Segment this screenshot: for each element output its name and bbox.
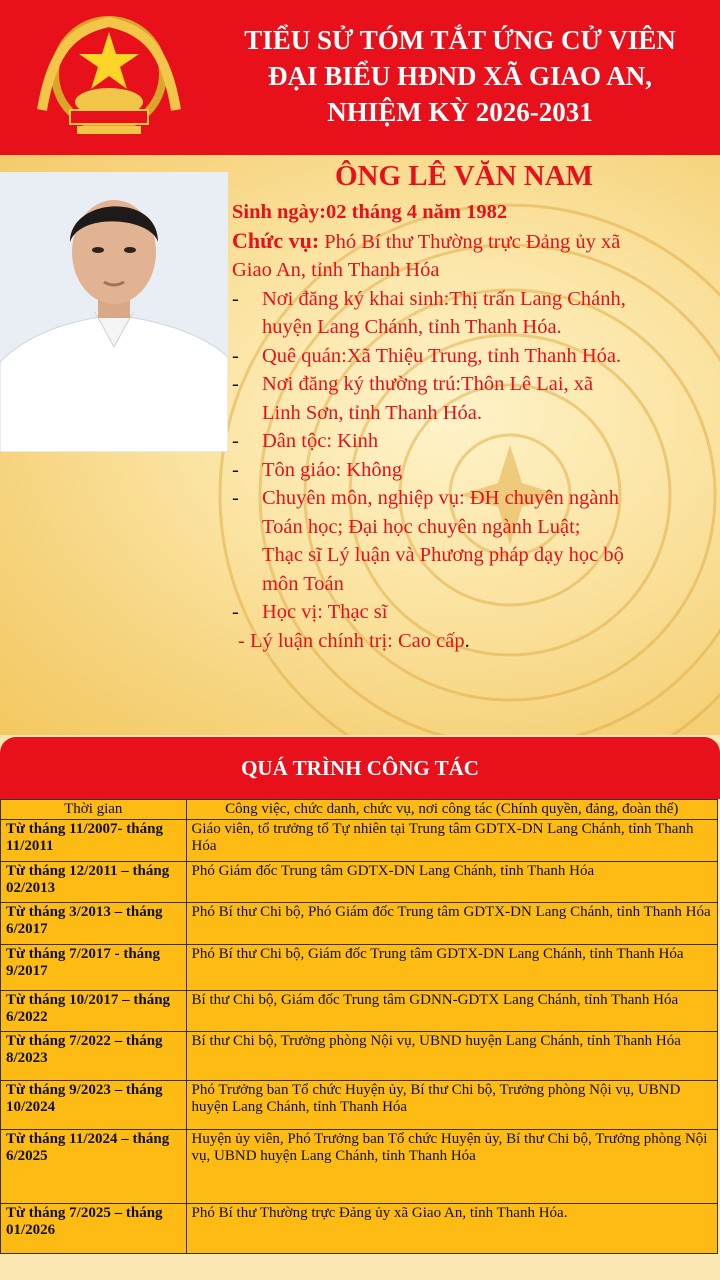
table-row <box>1 903 718 945</box>
candidate-name: ÔNG LÊ VĂN NAM <box>335 160 594 192</box>
cell-time: Từ tháng 11/2024 – tháng 6/2025 <box>1 1130 187 1204</box>
table-row <box>1 1032 718 1081</box>
cell-role: Bí thư Chi bộ, Trưởng phòng Nội vụ, UBND huyện Lang Chánh, tỉnh Thanh Hóa <box>186 1032 717 1081</box>
cell-role: Huyện ủy viên, Phó Trưởng ban Tổ chức Huyện ủy, Bí thư Chi bộ, Trưởng phòng Nội vụ, UBND huyện Lang Chánh, tỉnh Thanh Hóa <box>186 1130 717 1204</box>
bio-item-birthplace: - Nơi đăng ký khai sinh:Thị trấn Lang Chánh, <box>232 287 626 310</box>
bio-item-residence: - Nơi đăng ký thường trú:Thôn Lê Lai, xã <box>232 373 594 395</box>
work-history-table <box>0 799 718 1254</box>
position <box>232 227 720 257</box>
cell-role: Phó Giám đốc Trung tâm GDTX-DN Lang Chánh, tỉnh Thanh Hóa <box>186 862 717 903</box>
work-history-title: QUÁ TRÌNH CÔNG TÁC <box>0 737 720 799</box>
work-history-table-wrap <box>0 799 720 1254</box>
portrait-icon <box>0 172 228 452</box>
bio-item-degree: - Học vị: Thạc sĩ <box>232 601 388 623</box>
bio-details <box>232 198 720 655</box>
cell-time: Từ tháng 10/2017 – tháng 6/2022 <box>1 991 187 1032</box>
bio-item-birthplace-cont: huyện Lang Chánh, tỉnh Thanh Hóa. <box>262 316 562 338</box>
table-row <box>1 862 718 903</box>
bio-item-expertise-cont-2: Thạc sĩ Lý luận và Phương pháp dạy học bộ <box>262 544 624 566</box>
bio-section <box>0 155 720 735</box>
bio-item-residence-cont: Linh Sơn, tỉnh Thanh Hóa. <box>262 401 483 424</box>
bio-item-expertise: - Chuyên môn, nghiệp vụ: ĐH chuyên ngành <box>232 487 619 509</box>
column-header-role: Công việc, chức danh, chức vụ, nơi công tác (Chính quyền, đảng, đoàn thể) <box>186 800 717 820</box>
cell-time: Từ tháng 11/2007- tháng 11/2011 <box>1 820 187 862</box>
table-row <box>1 1204 718 1254</box>
column-header-time: Thời gian <box>1 800 187 820</box>
bio-item-hometown: - Quê quán:Xã Thiệu Trung, tỉnh Thanh Hóa. <box>232 344 622 367</box>
cell-time: Từ tháng 7/2025 – tháng 01/2026 <box>1 1204 187 1254</box>
candidate-photo <box>0 172 228 452</box>
cell-time: Từ tháng 7/2017 - tháng 9/2017 <box>1 945 187 991</box>
cell-role: Phó Trưởng ban Tổ chức Huyện ủy, Bí thư Chi bộ, Trưởng phòng Nội vụ, UBND huyện Lang Chánh, tỉnh Thanh Hóa <box>186 1081 717 1130</box>
cell-time: Từ tháng 9/2023 – tháng 10/2024 <box>1 1081 187 1130</box>
table-row <box>1 991 718 1032</box>
position-label: Chức vụ: <box>232 227 320 253</box>
bio-item-expertise-cont-1: Toán học; Đại học chuyên ngành Luật; <box>262 515 581 538</box>
bio-item-political-theory: - Lý luận chính trị: Cao cấp. <box>238 629 470 652</box>
table-row <box>1 1081 718 1130</box>
cell-time: Từ tháng 3/2013 – tháng 6/2017 <box>1 903 187 945</box>
position-value: Phó Bí thư Thường trực Đảng ủy xã <box>319 230 621 253</box>
cell-time: Từ tháng 7/2022 – tháng 8/2023 <box>1 1032 187 1081</box>
table-row <box>1 820 718 862</box>
bio-item-expertise-cont-3: môn Toán <box>262 572 344 595</box>
position-value-cont: Giao An, tỉnh Thanh Hóa <box>232 259 440 281</box>
national-emblem-icon <box>22 10 197 145</box>
cell-role: Phó Bí thư Chi bộ, Phó Giám đốc Trung tâm GDTX-DN Lang Chánh, tỉnh Thanh Hóa <box>186 903 717 945</box>
title-line-1: TIỂU SỬ TÓM TẮT ỨNG CỬ VIÊN <box>244 25 676 55</box>
cell-role: Phó Bí thư Chi bộ, Giám đốc Trung tâm GDTX-DN Lang Chánh, tỉnh Thanh Hóa <box>186 945 717 991</box>
bio-item-religion: - Tôn giáo: Không <box>232 458 403 481</box>
cell-role: Bí thư Chi bộ, Giám đốc Trung tâm GDNN-GDTX Lang Chánh, tỉnh Thanh Hóa <box>186 991 717 1032</box>
table-row <box>1 1130 718 1204</box>
date-of-birth: Sinh ngày:02 tháng 4 năm 1982 <box>232 201 508 223</box>
cell-time: Từ tháng 12/2011 – tháng 02/2013 <box>1 862 187 903</box>
cell-role: Phó Bí thư Thường trực Đảng ủy xã Giao An, tỉnh Thanh Hóa. <box>186 1204 717 1254</box>
table-row <box>1 945 718 991</box>
title-line-3: NHIỆM KỲ 2026-2031 <box>327 97 593 127</box>
page-title <box>200 22 720 130</box>
bio-item-ethnicity: - Dân tộc: Kinh <box>232 430 379 452</box>
table-header-row <box>1 800 718 820</box>
title-line-2: ĐẠI BIỂU HĐND XÃ GIAO AN, <box>267 61 653 91</box>
cell-role: Giáo viên, tổ trưởng tổ Tự nhiên tại Trung tâm GDTX-DN Lang Chánh, tỉnh Thanh Hóa <box>186 820 717 862</box>
header-banner <box>0 0 720 155</box>
